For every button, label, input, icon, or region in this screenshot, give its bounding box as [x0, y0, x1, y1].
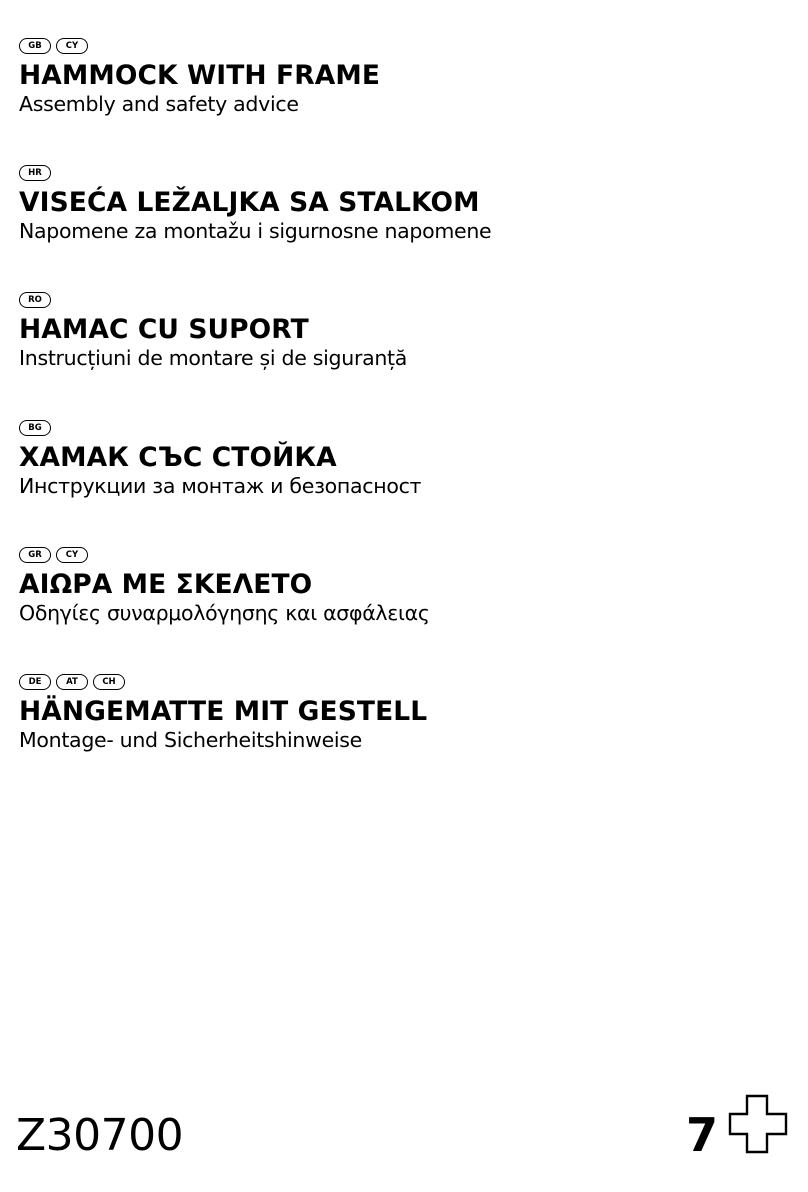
section-subtitle: Instrucțiuni de montare și de siguranță	[19, 346, 408, 370]
country-badge: RO	[19, 292, 51, 308]
section-title: HÄNGEMATTE MIT GESTELL	[19, 696, 428, 727]
product-code: Z30700	[16, 1110, 184, 1161]
section-title: HAMAC CU SUPORT	[19, 314, 309, 345]
country-badges	[19, 38, 779, 54]
country-badge: GB	[19, 38, 51, 54]
country-badges	[19, 420, 779, 436]
country-badge: CY	[56, 38, 88, 54]
page-number: 7	[686, 1108, 719, 1162]
country-badge: HR	[19, 165, 51, 181]
section-ro	[19, 292, 779, 371]
section-subtitle: Assembly and safety advice	[19, 92, 299, 116]
section-gr-cy	[19, 547, 779, 626]
country-badges	[19, 165, 779, 181]
section-title: VISEĆA LEŽALJKA SA STALKOM	[19, 187, 480, 218]
country-badges	[19, 292, 779, 308]
country-badge: GR	[19, 547, 51, 563]
country-badge: BG	[19, 420, 51, 436]
country-badges	[19, 674, 779, 690]
section-bg	[19, 420, 779, 499]
section-hr	[19, 165, 779, 244]
country-badge: DE	[19, 674, 51, 690]
country-badge: AT	[56, 674, 88, 690]
country-badge: CH	[93, 674, 125, 690]
section-subtitle: Инструкции за монтаж и безопасност	[19, 474, 422, 498]
section-title: ΑΙΩΡΑ ΜΕ ΣΚΕΛΕΤΟ	[19, 569, 313, 600]
country-badges	[19, 547, 779, 563]
section-subtitle: Οδηγίες συναρμολόγησης και ασφάλειας	[19, 601, 430, 625]
section-gb-cy	[19, 38, 779, 117]
country-badge: CY	[56, 547, 88, 563]
section-subtitle: Montage- und Sicherheitshinweise	[19, 728, 362, 752]
section-title: HAMMOCK WITH FRAME	[19, 60, 381, 91]
section-title: ХАМАК СЪС СТОЙКА	[19, 442, 337, 473]
section-de-at-ch	[19, 674, 779, 753]
section-subtitle: Napomene za montažu i sigurnosne napomene	[19, 219, 492, 243]
swiss-cross-icon	[728, 1094, 788, 1154]
